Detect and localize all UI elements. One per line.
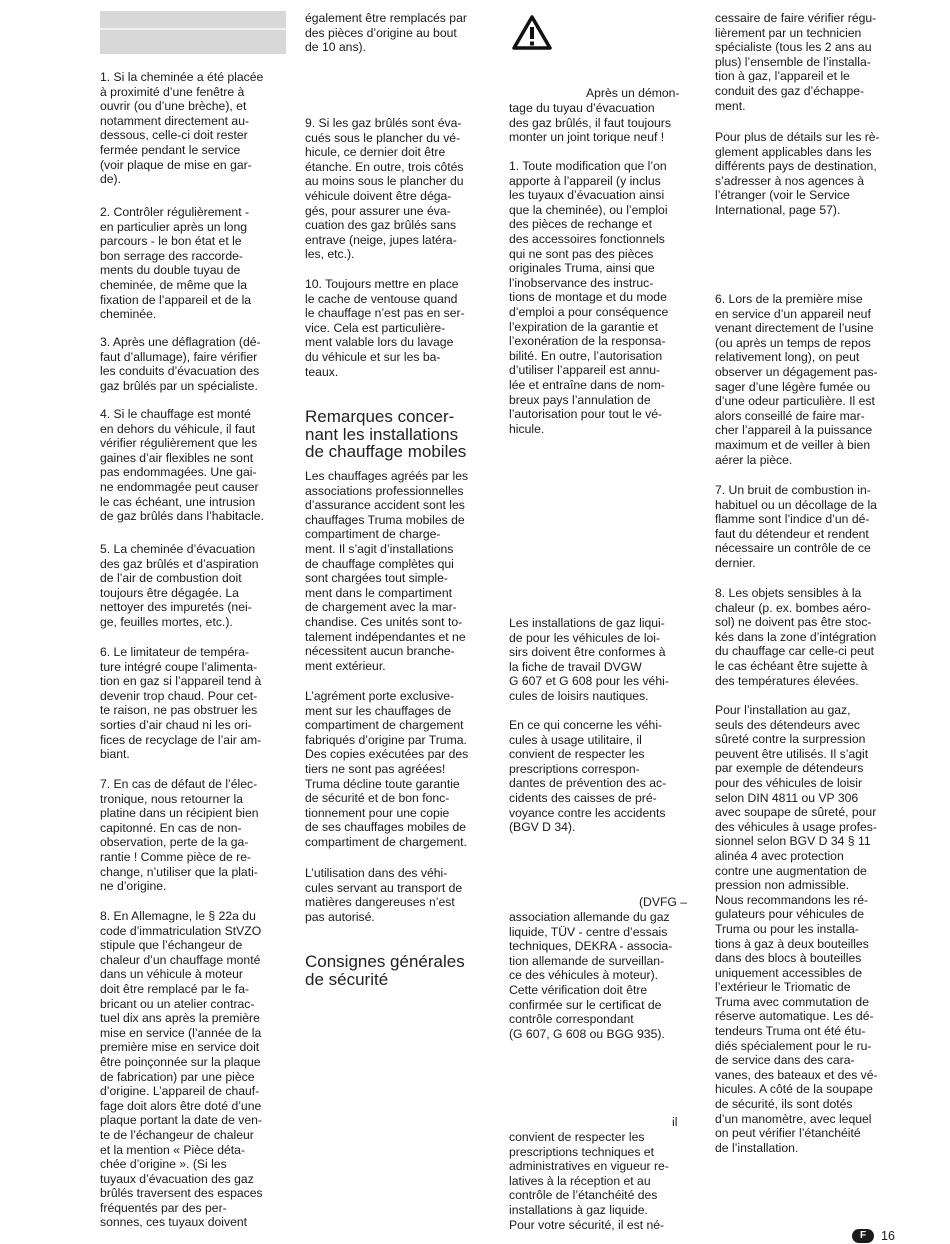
paragraph: L’agrément porte exclusive- ment sur les chauffages de compartiment de chargement fabriqués d’origine par Truma. Des copies exécutées par des tiers ne sont pas agréées! Truma décline toute garantie de sécurité et de bon fonc- tionnement pour une copie de ses chauffages mobiles de compartiment de chargement. (305, 689, 469, 849)
paragraph: 6. Lors de la première mise en service d’un appareil neuf venant directement de l’usine (ou après un temps de repos relativement long), on peut observer un dégagement pas- sager d’une légère fumée ou d’une odeur particulière. Il est alors conseillé de faire mar- cher l’appareil à la puissance maximum et de veiller à bien aérer la pièce. (715, 292, 878, 467)
paragraph: 1. Toute modification que l’on apporte à l’appareil (y inclus les tuyaux d’évacuation ainsi que la cheminée), ou l’emploi des pièces de rechange et des accessoires fonctionnels qui ne sont pas des pièces originales Truma, ainsi que l’inobservance des instruc- tions de montage et du mode d’emploi a pour conséquence l’expiration de la garantie et l’exonération de la responsa- bilité. En outre, l’autorisation d’utiliser l’appareil est annu- lée et entraîne dans de nom- breux pays l’annulation de l’autorisation pour tout le vé- hicule. (509, 159, 669, 436)
paragraph: En ce qui concerne les véhi- cules à usage utilitaire, il convient de respecter les prescriptions correspon- dantes de prévention des ac- cidents des caisses de pré- voyance contre les accidents (BGV D 34). (509, 718, 667, 835)
page-footer (852, 1228, 895, 1244)
section-heading: Consignes générales de sécurité (305, 952, 465, 989)
warning-triangle-icon (512, 15, 552, 51)
section-header-box (100, 11, 286, 54)
paragraph: cessaire de faire vérifier régu- lièrement par un technicien spécialiste (tous les 2 ans au plus) l’ensemble de l’installa- tion à gaz, l’appareil et le conduit des gaz d’échappe- ment. (715, 11, 877, 113)
page-number: 16 (881, 1229, 895, 1243)
paragraph: Pour l’installation au gaz, seuls des détendeurs avec sûreté contre la surpression peuvent être utilisés. Il s’agit par exemple de détendeurs pour des véhicules de loisir selon DIN 4811 ou VP 306 avec soupape de sûreté, pour des véhicules à usage profes- sionnel selon BGV D 34 § 11 alinéa 4 avec protection contre une augmentation de pression non admissible. Nous recommandons les ré- gulateurs pour véhicules de Truma ou pour les installa- tions à gaz à deux bouteilles dans des blocs à bouteilles uniquement accessibles de l’extérieur le Triomatic de Truma avec commutation de réserve automatique. Les dé- tendeurs Truma ont été étu- diés spécialement pour le ru- de service dans des cara- vanes, des bateaux et des vé- hicules. A côté de la soupape de sécurité, ils sont dotés d’un manomètre, avec lequel on peut vérifier l’étanchéité de l’installation. (715, 703, 878, 1155)
paragraph: 10. Toujours mettre en place le cache de ventouse quand le chauffage n’est pas en ser- vice. Cela est particulière- ment valable lors du lavage du véhicule et sur les ba- teaux. (305, 277, 465, 379)
paragraph: tage du tuyau d’évacuation des gaz brûlés, il faut toujours monter un joint torique neuf ! (509, 101, 671, 145)
paragraph: 5. La cheminée d’évacuation des gaz brûlés et d’aspiration de l’air de combustion doit toujours être dégagée. La nettoyer des impuretés (nei- ge, feuilles mortes, etc.). (100, 542, 259, 629)
paragraph: 3. Après une déflagration (dé- faut d’allumage), faire vérifier les conduits d’évacuation des gaz brûlés par un spécialiste. (100, 335, 261, 393)
paragraph: 4. Si le chauffage est monté en dehors du véhicule, il faut vérifier régulièrement que les gaines d’air flexibles ne sont pas endommagées. Une gai- ne endommagée peut causer le cas échéant, une intrusion de gaz brûlés dans l’habitacle. (100, 407, 264, 524)
paragraph: 6. Le limitateur de tempéra- ture intégré coupe l’alimenta- tion en gaz si l’appareil tend à devenir trop chaud. Pour cet- te raison, ne pas obstruer les sorties d’air chaud ni les ori- fices de recyclage de l’air am- biant. (100, 645, 262, 762)
paragraph: 8. Les objets sensibles à la chaleur (p. ex. bombes aéro- sol) ne doivent pas être stoc- kés dans la zone d’intégration du chauffage car celle-ci peut le cas échéant être sujette à des températures élevées. (715, 586, 877, 688)
paragraph: 7. En cas de défaut de l’élec- tronique, nous retourner la platine dans un récipient bien capitonné. En cas de non- observation, perte de la ga- rantie ! Comme pièce de re- change, n’utiliser que la plati- ne d’origine. (100, 777, 259, 894)
paragraph: Pour plus de détails sur les rè- glement applicables dans les différents pays de destination, s’adresser à nos agences à l’étranger (voir le Service International, page 57). (715, 130, 880, 217)
paragraph-fragment: il (672, 1115, 678, 1129)
paragraph: 7. Un bruit de combustion in- habituel ou un décollage de la flamme sont l’indice d’un dé- faut du détendeur et rendent nécessaire un contrôle de ce dernier. (715, 483, 877, 570)
paragraph: association allemande du gaz liquide, TÜV - centre d’essais techniques, DEKRA - associa- tion allemande de surveillan- ce des véhicules à moteur). Cette vérification doit être confirmée sur le certificat de contrôle correspondant (G 607, G 608 ou BGG 935). (509, 910, 673, 1041)
paragraph: 9. Si les gaz brûlés sont éva- cués sous le plancher du vé- hicule, ce dernier doit être étanche. En outre, trois côtés au moins sous le plancher du véhicule doivent être déga- gés, pour assurer une éva- cuation des gaz brûlés sans entrave (neige, jupes latéra- les, etc.). (305, 116, 464, 262)
header-box-stripe (100, 28, 286, 30)
paragraph: 1. Si la cheminée a été placée à proximité d’une fenêtre à ouvrir (ou d’une brèche), et notamment directement au- dessous, celle-ci doit rester fermée pendant le service (voir plaque de mise en gar- de). (100, 70, 264, 187)
paragraph: Les chauffages agréés par les associations professionnelles d’assurance accident sont les chauffages Truma mobiles de compartiment de charge- ment. Il s’agit d’installations de chauffage complètes qui sont chargées tout simple- ment dans le compartiment de chargement avec la mar- chandise. Ces unités sont to- talement indépendantes et ne nécessitent aucun branche- ment extérieur. (305, 469, 469, 673)
section-heading: Remarques concer- nant les installations de chauffage mobiles (305, 407, 467, 461)
paragraph: Les installations de gaz liqui- de pour les véhicules de loi- sirs doivent être conformes à la fiche de travail DVGW G 607 et G 608 pour les véhi- cules de loisirs nautiques. (509, 616, 669, 703)
paragraph-fragment: Après un démon- (586, 86, 680, 100)
paragraph: également être remplacés par des pièces d’origine au bout de 10 ans). (305, 11, 467, 55)
language-badge: F (852, 1229, 874, 1243)
paragraph: convient de respecter les prescriptions techniques et administratives en vigueur re- latives à la réception et au contrôle de l’étanchéité des installations à gaz liquide. Pour votre sécurité, il est né- (509, 1130, 669, 1232)
paragraph: 8. En Allemagne, le § 22a du code d’immatriculation StVZO stipule que l’échangeur de chaleur d’un chauffage monté dans un véhicule à moteur doit être remplacé par le fa- bricant ou un atelier contrac- tuel dix ans après la première mise en service (l’année de la première mise en service doit être poinçonnée sur la plaque de fabrication) par une pièce d’origine. L’appareil de chauf- fage doit alors être doté d’une plaque portant la date de ven- te de l’échangeur de chaleur et la mention « Pièce déta- chée d’origine ». (Si les tuyaux d’évacuation des gaz brûlés traversent des espaces fréquentés par des per- sonnes, ces tuyaux doivent (100, 909, 263, 1230)
paragraph: 2. Contrôler régulièrement - en particulier après un long parcours - le bon état et le bon serrage des raccorde- ments du double tuyau de cheminée, de même que la fixation de l’appareil et de la cheminée. (100, 205, 252, 322)
paragraph: L’utilisation dans des véhi- cules servant au transport de matières dangereuses n’est pas autorisé. (305, 866, 463, 924)
paragraph-fragment: (DVFG – (639, 895, 688, 909)
